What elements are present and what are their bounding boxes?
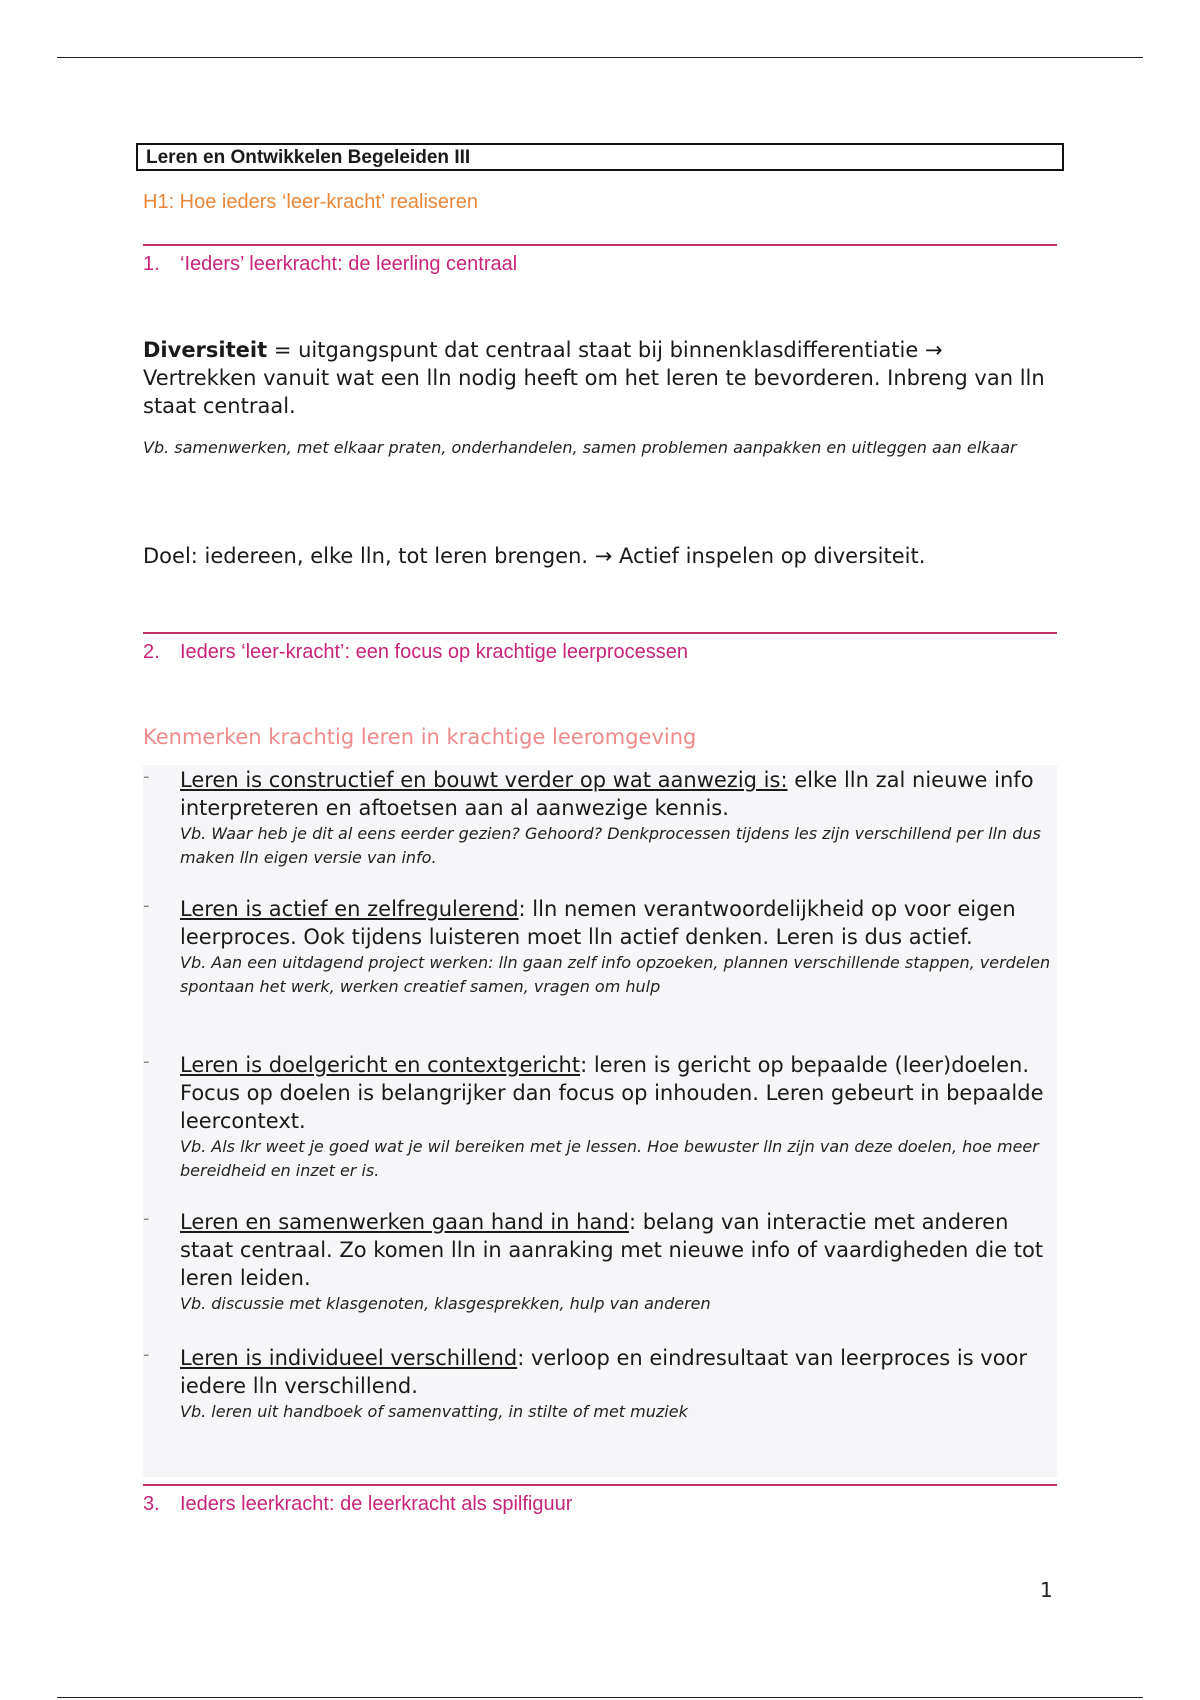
kenmerk-text	[180, 1344, 1057, 1400]
kenmerk-text	[180, 766, 1057, 822]
kenmerk-text	[180, 895, 1057, 951]
kenmerk-item	[143, 766, 1057, 870]
bullet-marker: -	[143, 766, 150, 787]
kenmerk-term: Leren is constructief en bouwt verder op wat aanwezig is:	[180, 768, 788, 792]
kenmerk-description: : verloop en eindresultaat van leerproces is voor iedere lln verschillend.	[180, 1346, 1028, 1398]
kenmerk-example: Vb. Als lkr weet je goed wat je wil bereiken met je lessen. Hoe bewuster lln zijn van deze doelen, hoe meer bereidheid en inzet er is.	[180, 1137, 1039, 1180]
page-number: 1	[1040, 1578, 1053, 1602]
section-2-heading	[143, 641, 688, 664]
section-2-rule	[143, 632, 1057, 634]
kenmerk-example: Vb. Waar heb je dit al eens eerder gezien? Gehoord? Denkprocessen tijdens les zijn verschillend per lln dus maken lln eigen versie van info.	[180, 824, 1041, 867]
diversiteit-term: Diversiteit	[143, 338, 268, 362]
section-3-heading	[143, 1493, 572, 1516]
kenmerk-example: Vb. discussie met klasgenoten, klasgesprekken, hulp van anderen	[180, 1294, 711, 1313]
diversiteit-example: Vb. samenwerken, met elkaar praten, onderhandelen, samen problemen aanpakken en uitleggen aan elkaar	[143, 438, 1017, 457]
kenmerk-item	[143, 1344, 1057, 1424]
section-3-rule	[143, 1484, 1057, 1486]
diversiteit-text: = uitgangspunt dat centraal staat bij binnenklasdifferentiatie → Vertrekken vanuit wat een lln nodig heeft om het leren te bevorderen. Inbreng van lln staat centraal.	[143, 338, 1045, 418]
bullet-marker: -	[143, 895, 150, 916]
section-1-rule	[143, 244, 1057, 246]
top-rule	[57, 57, 1143, 58]
course-title-box	[136, 143, 1064, 171]
kenmerken-heading: Kenmerken krachtig leren in krachtige leeromgeving	[143, 725, 697, 749]
kenmerk-example: Vb. leren uit handboek of samenvatting, in stilte of met muziek	[180, 1402, 688, 1421]
kenmerk-example: Vb. Aan een uitdagend project werken: lln gaan zelf info opzoeken, plannen verschillende stappen, verdelen spontaan het werk, werken creatief samen, vragen om hulp	[180, 953, 1051, 996]
kenmerk-term: Leren is individueel verschillend	[180, 1346, 518, 1370]
kenmerk-description: : belang van interactie met anderen staat centraal. Zo komen lln in aanraking met nieuwe info of vaardigheden die tot leren leiden.	[180, 1210, 1044, 1290]
section-2-number: 2.	[143, 641, 160, 663]
section-3-title: Ieders leerkracht: de leerkracht als spilfiguur	[180, 1493, 573, 1515]
section-1-heading	[143, 253, 517, 276]
doel-paragraph: Doel: iedereen, elke lln, tot leren brengen. → Actief inspelen op diversiteit.	[143, 544, 926, 568]
section-2-title: Ieders ‘leer-kracht’: een focus op krachtige leerprocessen	[180, 641, 689, 663]
kenmerk-description: : lln nemen verantwoordelijkheid op voor eigen leerproces. Ook tijdens luisteren moet lln actief denken. Leren is dus actief.	[180, 897, 1016, 949]
kenmerk-description: elke lln zal nieuwe info interpreteren en aftoetsen aan al aanwezige kennis.	[180, 768, 1034, 820]
kenmerk-text	[180, 1208, 1057, 1292]
kenmerk-description: : leren is gericht op bepaalde (leer)doelen. Focus op doelen is belangrijker dan focus op inhouden. Leren gebeurt in bepaalde leercontext.	[180, 1053, 1044, 1133]
section-3-number: 3.	[143, 1493, 160, 1515]
section-1-number: 1.	[143, 253, 160, 275]
kenmerk-item	[143, 895, 1057, 999]
bullet-marker: -	[143, 1051, 150, 1072]
kenmerk-term: Leren is actief en zelfregulerend	[180, 897, 519, 921]
bullet-marker: -	[143, 1344, 150, 1365]
section-1-title: ‘Ieders’ leerkracht: de leerling centraal	[180, 253, 518, 275]
kenmerk-text	[180, 1051, 1057, 1135]
chapter-heading: H1: Hoe ieders ‘leer-kracht’ realiseren	[143, 191, 478, 213]
bottom-rule	[57, 1697, 1143, 1698]
kenmerk-term: Leren is doelgericht en contextgericht	[180, 1053, 581, 1077]
kenmerk-term: Leren en samenwerken gaan hand in hand	[180, 1210, 629, 1234]
course-title: Leren en Ontwikkelen Begeleiden III	[146, 147, 471, 168]
kenmerk-item	[143, 1051, 1057, 1183]
diversiteit-paragraph	[143, 336, 1048, 420]
kenmerk-item	[143, 1208, 1057, 1316]
bullet-marker: -	[143, 1208, 150, 1229]
